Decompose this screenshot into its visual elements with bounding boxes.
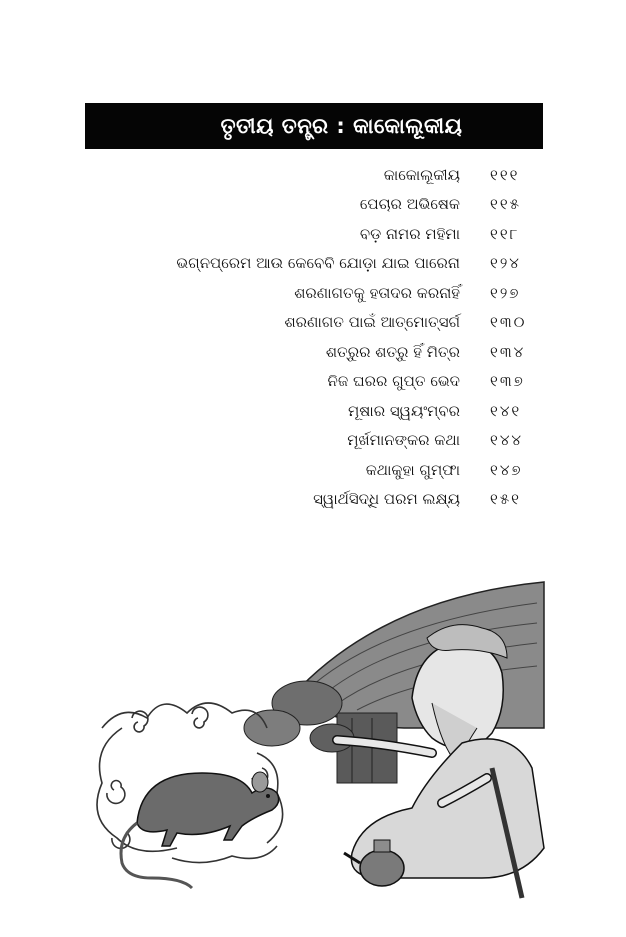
toc-row[interactable] (120, 426, 540, 456)
story-illustration (82, 578, 548, 900)
toc-title: ଶତ୍ରୁର ଶତ୍ରୁ ହିଁ ମିତ୍ର (325, 342, 460, 361)
toc-title: ବଡ଼ ନାମର ମହିମା (359, 224, 460, 243)
mouse-figure (121, 772, 279, 888)
toc-row[interactable] (120, 249, 540, 279)
toc-title: ଭଗ୍ନପ୍ରେମ ଆଉ କେବେବି ଯୋଡ଼ା ଯାଇ ପାରେନା (176, 254, 460, 273)
toc-row[interactable] (120, 337, 540, 367)
toc-page: ୧୨୭ (490, 283, 521, 302)
toc-page: ୧୧୧ (490, 165, 520, 184)
toc-row[interactable] (120, 190, 540, 220)
section-title: ତୃତୀୟ ତନ୍ତ୍ର : କାକୋଲୂକୀୟ (220, 113, 463, 138)
toc-row[interactable] (120, 485, 540, 515)
toc-row[interactable] (120, 396, 540, 426)
toc-title: କାକୋଲୂକୀୟ (383, 165, 460, 184)
toc-page: ୧୧୫ (490, 195, 521, 214)
toc-row[interactable] (120, 308, 540, 338)
toc-title: କଥାକୁହା ଗୁମ୍ଫା (365, 460, 460, 479)
section-header (85, 103, 543, 149)
toc-page: ୧୨୪ (490, 254, 521, 273)
toc-title: ପେଚାର ଅଭିଷେକ (359, 195, 460, 214)
toc-row[interactable] (120, 278, 540, 308)
toc-row[interactable] (120, 367, 540, 397)
toc-title: ଶରଣାଗତକୁ ହତାଦର କରନାହିଁ (294, 283, 460, 302)
toc-title: ମୂର୍ଖମାନଙ୍କର କଥା (347, 431, 460, 450)
toc-row[interactable] (120, 219, 540, 249)
toc-title: ନିଜ ଘରର ଗୁପ୍ତ ଭେଦ (327, 372, 460, 391)
toc-title: ସ୍ୱାର୍ଥସିଦ୍ଧି ପରମ ଲକ୍ଷ୍ୟ (313, 490, 460, 509)
toc-page: ୧୪୪ (490, 431, 524, 450)
toc-page: ୧୧୮ (490, 224, 520, 243)
toc-title: ମୂଷାର ସ୍ୱୟଂମ୍ବର (347, 401, 460, 420)
toc-title: ଶରଣାଗତ ପାଇଁ ଆତ୍ମୋତ୍ସର୍ଗ (284, 313, 460, 332)
table-of-contents (120, 160, 540, 514)
toc-row[interactable] (120, 455, 540, 485)
toc-row[interactable] (120, 160, 540, 190)
toc-page: ୧୩୭ (490, 372, 525, 391)
toc-page: ୧୩୪ (490, 342, 526, 361)
toc-page: ୧୩୦ (490, 313, 527, 332)
toc-page: ୧୪୧ (490, 401, 522, 420)
toc-page: ୧୪୭ (490, 460, 523, 479)
toc-page: ୧୫୧ (490, 490, 521, 509)
